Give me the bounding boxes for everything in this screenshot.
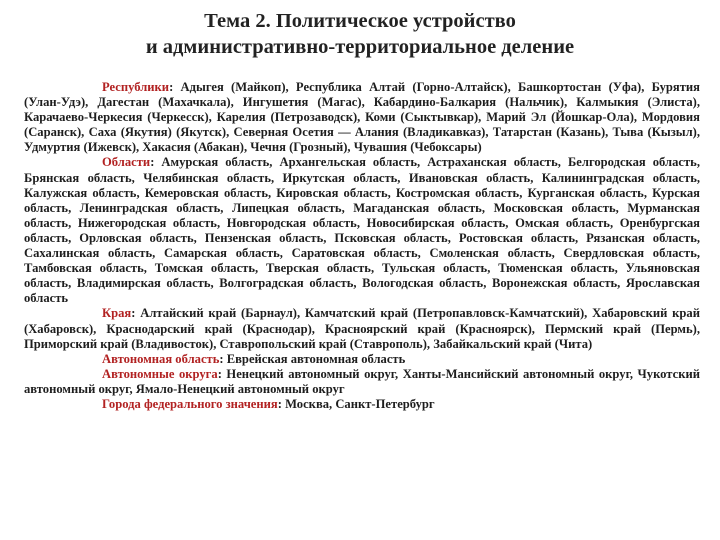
section-federal-cities: [24, 397, 700, 412]
section-republics: [24, 80, 700, 155]
section-label: Края: [102, 306, 132, 321]
section-oblasts: [24, 155, 700, 306]
section-label: Республики: [102, 80, 170, 94]
section-label: Автономная область: [102, 351, 220, 366]
title-line-1: Тема 2. Политическое устройство: [204, 10, 516, 32]
page-title: [0, 8, 720, 60]
section-text: : Еврейская автономная область: [219, 351, 406, 366]
section-label: Автономные округа: [102, 366, 218, 381]
section-text: : Алтайский край (Барнаул), Камчатский край (Петропавловск-Камчатский), Хабаровский край (Хабаровск), Краснодарский край (Краснодар), Красноярский край (Красноярск), Пермский край (Пермь), Приморский край (Владивосток), Ставропольский край (Ставрополь), Забайкальский край (Чита): [24, 306, 700, 351]
section-autonomous-oblast: [24, 352, 700, 367]
section-label: Области: [102, 155, 151, 170]
section-label: Города федерального значения: [102, 396, 278, 411]
section-text: : Москва, Санкт-Петербург: [277, 396, 435, 411]
section-autonomous-okrugs: [24, 367, 700, 397]
title-line-2: и административно-территориальное деление: [145, 36, 575, 58]
section-text: : Адыгея (Майкоп), Республика Алтай (Горно-Алтайск), Башкортостан (Уфа), Бурятия (Улан-Удэ), Дагестан (Махачкала), Ингушетия (Магас), Кабардино-Балкария (Нальчик), Калмыкия (Элиста), Карачаево-Черкесия (Черкесск), Карелия (Петрозаводск), Коми (Сыктывкар), Марий Эл (Йошкар-Ола), Мордовия (Саранск), Саха (Якутия) (Якутск), Северная Осетия — Алания (Владикавказ), Татарстан (Казань), Тыва (Кызыл), Удмуртия (Ижевск), Хакасия (Абакан), Чечня (Грозный), Чувашия (Чебоксары): [24, 80, 700, 155]
content-body: [24, 80, 700, 412]
section-text: : Амурская область, Архангельская область, Астраханская область, Белгородская область, Брянская область, Челябинская область, Иркутская область, Ивановская область, Калининградская область, Калужская область, Кемеровская область, Кировская область, Костромская область, Курганская область, Курская область, Ленинградская область, Липецкая область, Магаданская область, Московская область, Мурманская область, Нижегородская область, Новгородская область, Новосибирская область, Омская область, Оренбургская область, Орловская область, Пензенская область, Псковская область, Ростовская область, Рязанская область, Сахалинская область, Самарская область, Саратовская область, Смоленская область, Свердловская область, Тамбовская область, Томская область, Тверская область, Тульская область, Тюменская область, Ульяновская область, Владимирская область, Волгоградская область, Вологодская область, Воронежская область, Ярославская область: [24, 155, 700, 306]
section-krais: [24, 306, 700, 351]
section-text: : Ненецкий автономный округ, Ханты-Мансийский автономный округ, Чукотский автономный округ, Ямало-Ненецкий автономный округ: [24, 366, 700, 396]
